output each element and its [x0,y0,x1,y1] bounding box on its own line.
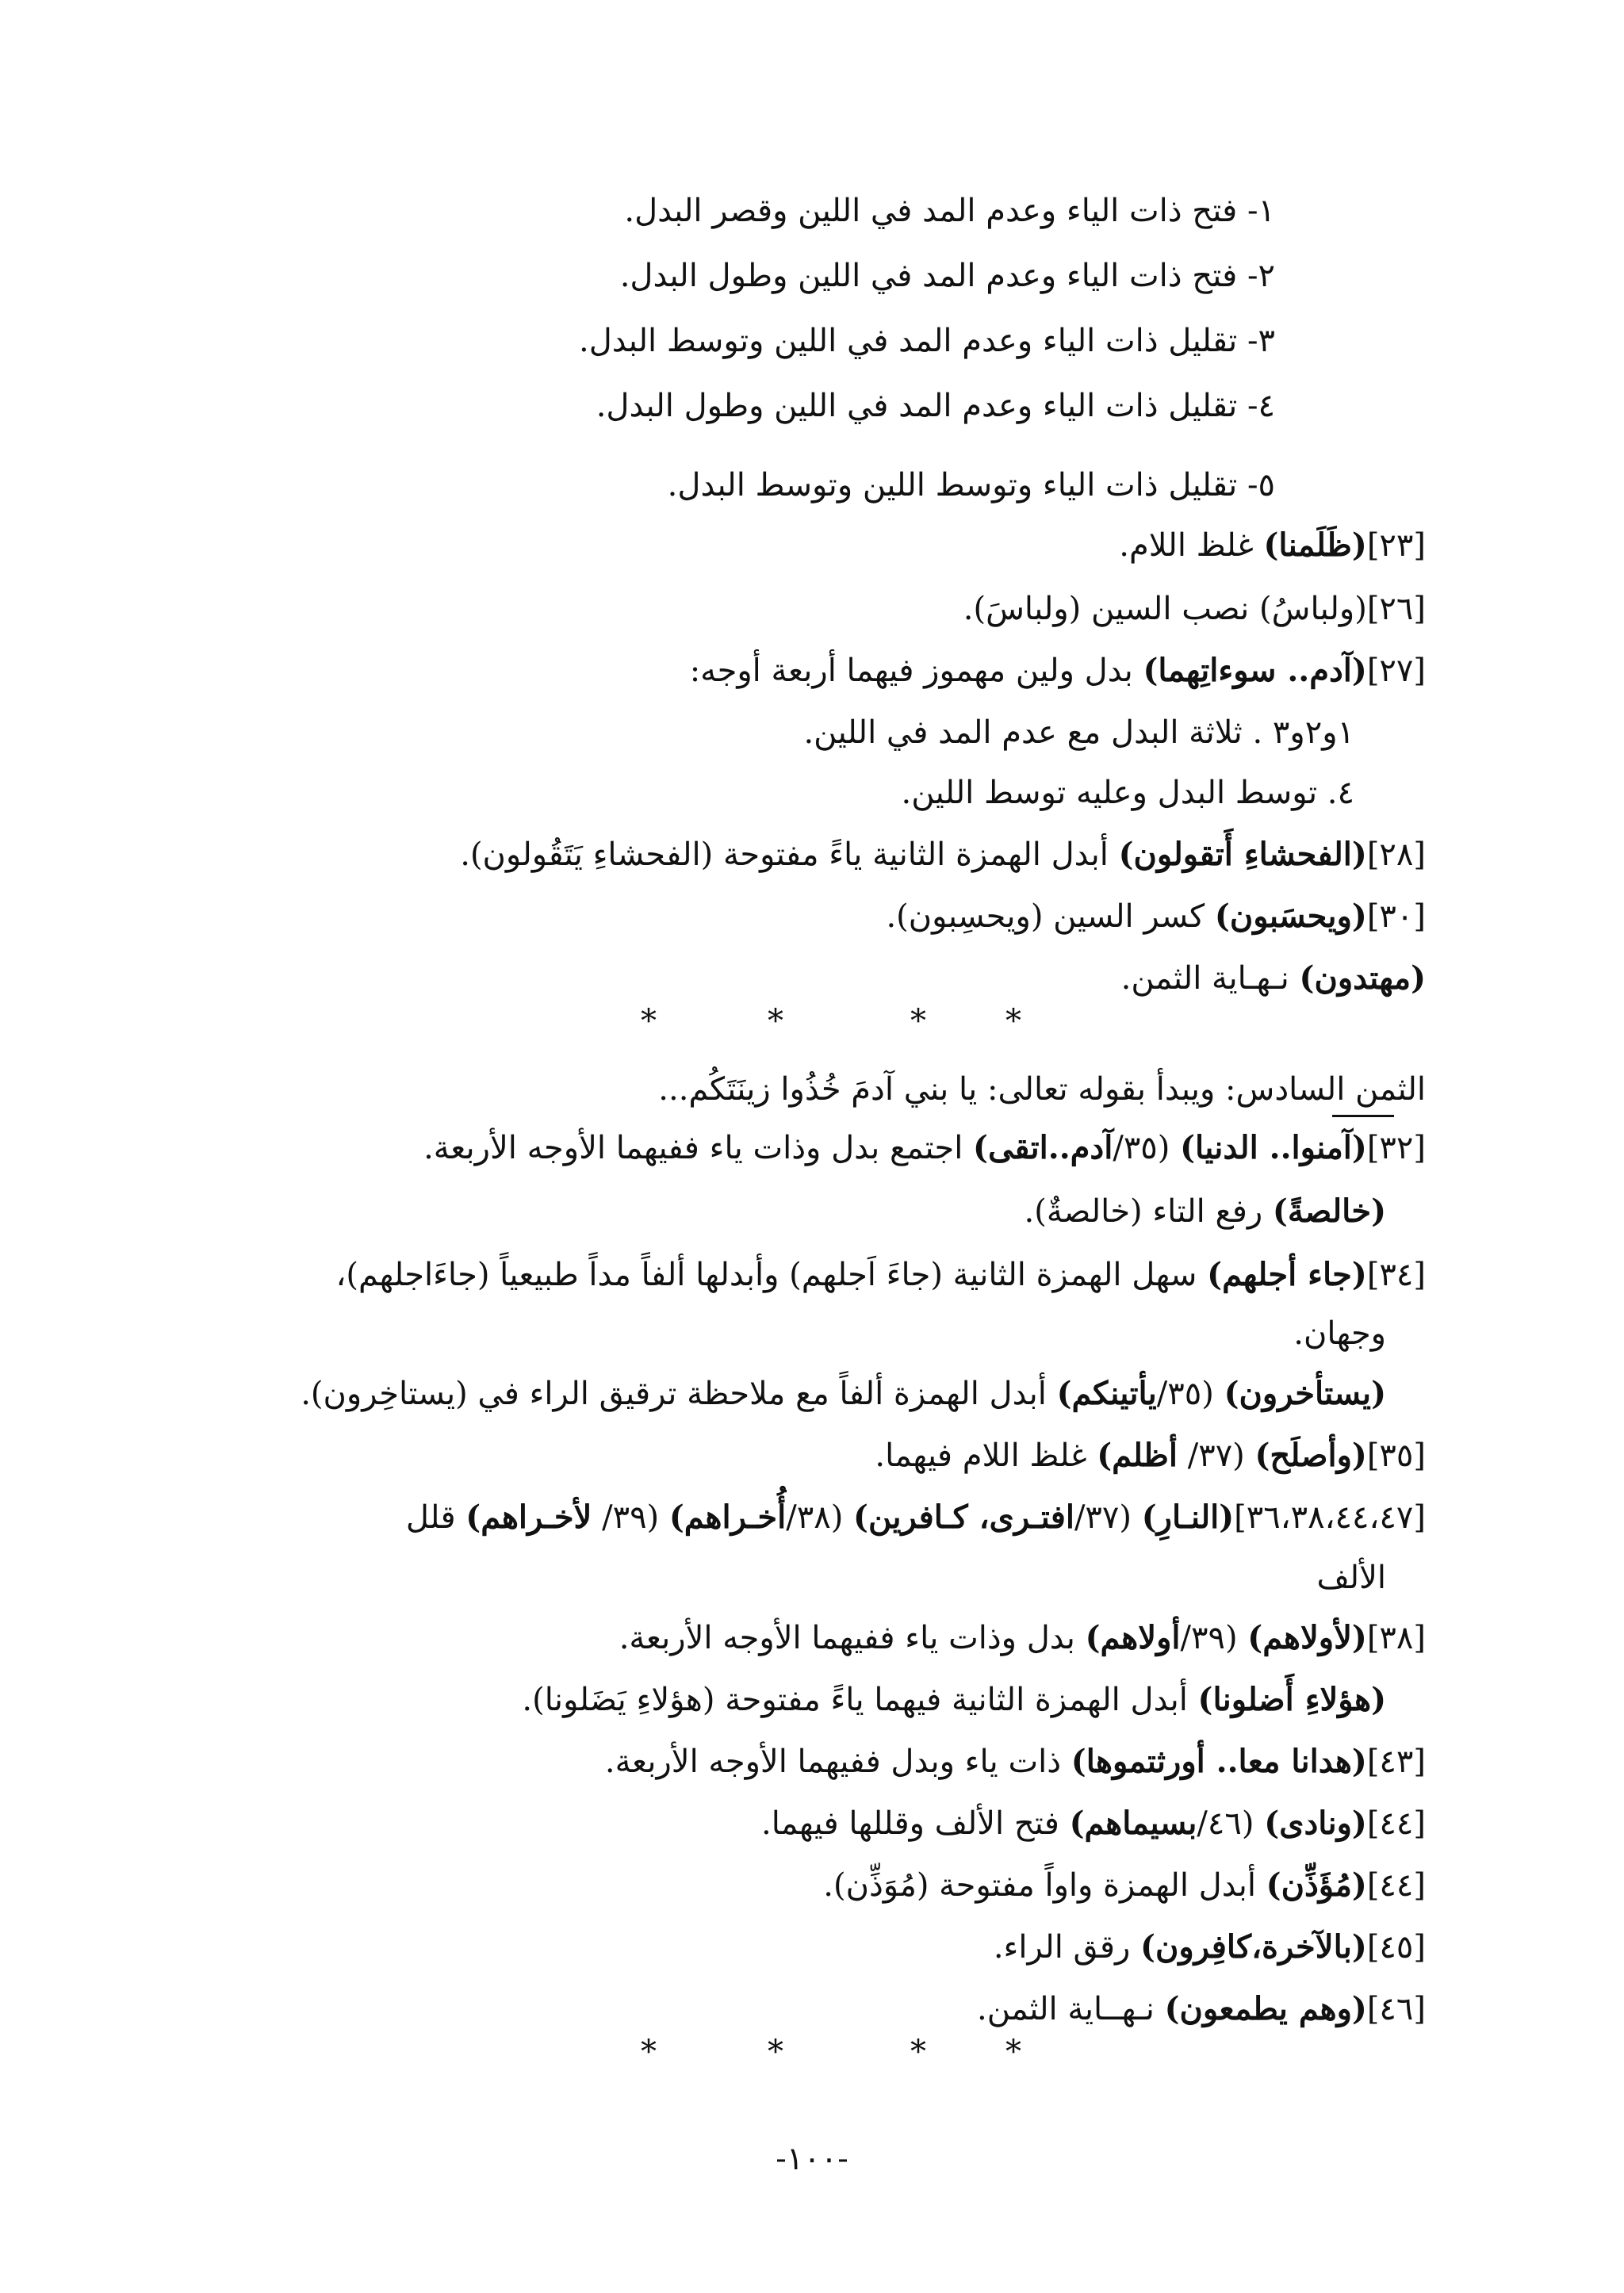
note-46: [٤٦](وهم يطمعون) نـهــاية الثمن. [977,1990,1426,2027]
list-item-1: ١- فتح ذات الياء وعدم المد في اللين وقصر البدل. [624,193,1275,229]
note-34-sub: (يستأخرون) (٣٥/يأتينكم) أبدل الهمزة ألفاً مع ملاحظة ترقيق الراء في (يستاخِرون). [301,1375,1386,1412]
list-item-4: ٤- تقليل ذات الياء وعدم المد في اللين وطول البدل. [596,388,1275,424]
note-38-sub: (هؤلاءِ أَضلونا) أبدل الهمزة الثانية فيهما ياءً مفتوحة (هؤلاءِ يَضَلونا). [522,1681,1386,1718]
section-heading: الثمن السادس: ويبدأ بقوله تعالى: يا بني آدمَ خُذُوا زينَتَكُم... [658,1071,1426,1108]
section-end-note: (مهتدون) نـهـاية الثمن. [1120,959,1426,997]
note-30: [٣٠](ويحسَبون) كسر السين (ويحسِبون). [886,898,1426,935]
overline [1332,1115,1394,1117]
list-item-2: ٢- فتح ذات الياء وعدم المد في اللين وطول البدل. [619,258,1275,294]
list-item-3: ٣- تقليل ذات الياء وعدم المد في اللين وتوسط البدل. [579,323,1275,359]
separator-star: * [1005,2034,1021,2070]
note-32: [٣٢](آمنوا.. الدنيا) (٣٥/آدم..اتقى) اجتمع بدل وذات ياء ففيهما الأوجه الأربعة. [423,1129,1426,1166]
note-28: [٢٨](الفحشاءِ أَتقولون) أبدل الهمزة الثانية ياءً مفتوحة (الفحشاءِ يَتَقُولون). [460,836,1426,873]
note-44: [٤٤](ونادى) (٤٦/بسيماهم) فتح الألف وقللها فيهما. [760,1805,1426,1842]
note-32-sub: (خالصةً) رفع التاء (خالصةٌ). [1024,1192,1386,1230]
note-36-cont: الألف [1316,1560,1386,1596]
note-35: [٣٥](وأصلَح) (٣٧/ أظلم) غلظ اللام فيهما. [875,1437,1426,1474]
star-separator [0,1005,1624,1037]
list-item-5: ٥- تقليل ذات الياء وتوسط اللين وتوسط البدل. [667,467,1275,503]
separator-star: * [910,2034,926,2070]
note-34: [٣٤](جاء أجلهم) سهل الهمزة الثانية (جاءَ اَجلهم) وأبدلها ألفاً مداً طبيعياً (جاءَاجلهم)، [335,1256,1426,1293]
note-43: [٤٣](هدانا معا.. أورثتموها) ذات ياء وبدل ففيهما الأوجه الأربعة. [604,1743,1426,1780]
note-27-sub-2: ٤. توسط البدل وعليه توسط اللين. [901,775,1354,811]
separator-star: * [641,2034,657,2070]
note-27-sub-1: ١و٢و٣ . ثلاثة البدل مع عدم المد في اللين. [803,714,1354,751]
note-23: [٢٣](ظَلَمنا) غلظ اللام. [1119,526,1426,564]
note-36: [٣٦،٣٨،٤٤،٤٧](النـارِ) (٣٧/افتـرى، كـافرين) (٣٨/أُخـراهم) (٣٩/ لأخـراهم) قلل [405,1499,1426,1536]
separator-star: * [768,2034,783,2070]
star-separator [0,2036,1624,2068]
page-number: -١٠٠- [776,2141,848,2177]
note-27: [٢٧](آدم.. سوءاتِهما) بدل ولين مهموز فيهما أربعة أوجه: [689,652,1426,689]
note-44b: [٤٤](مُؤَذِّن) أبدل الهمزة واواً مفتوحة (مُوَذِّن). [823,1866,1426,1904]
note-34-cont: وجهان. [1293,1315,1386,1352]
separator-star: * [768,1003,783,1039]
separator-star: * [641,1003,657,1039]
note-45: [٤٥](بالآخرة،كافِرون) رقق الراء. [993,1928,1426,1966]
separator-star: * [910,1003,926,1039]
note-26: [٢٦](ولباسُ) نصب السين (ولباسَ). [963,591,1426,627]
separator-star: * [1005,1003,1021,1039]
note-38: [٣٨](لأولاهم) (٣٩/أولاهم) بدل وذات ياء ففيهما الأوجه الأربعة. [619,1619,1426,1656]
